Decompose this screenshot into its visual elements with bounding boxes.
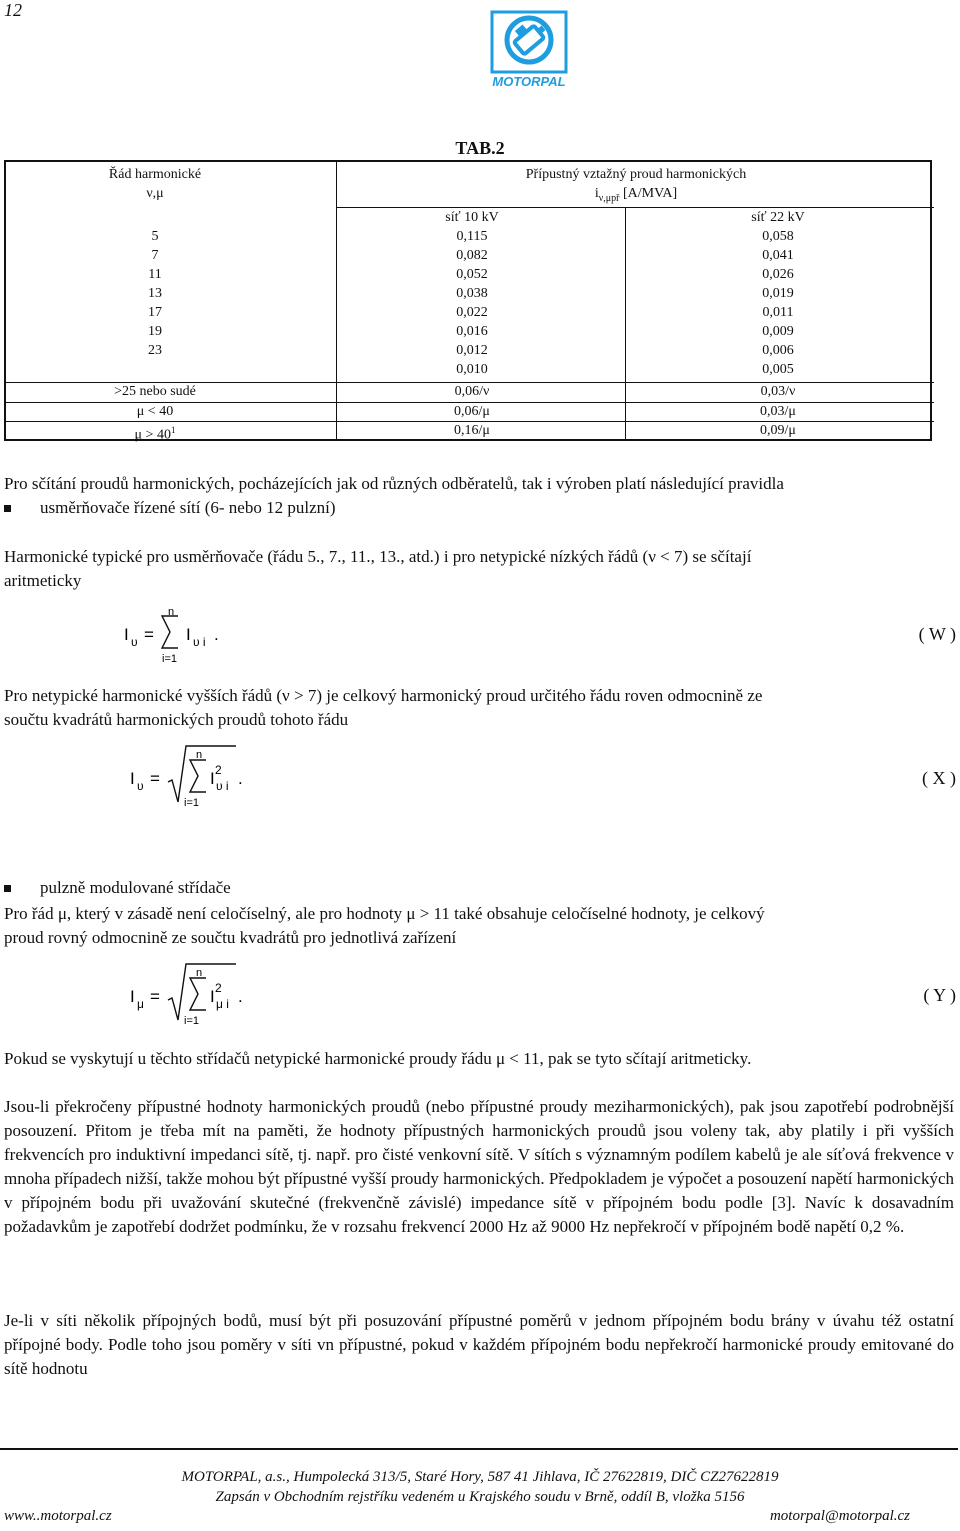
paragraph-mu-line1: Pro řád μ, který v zásadě není celočíselný, ale pro hodnoty μ > 11 také obsahuje celočíselné hodnoty, je celkový (4, 904, 765, 923)
bullet-rectifiers: usměrňovače řízené sítí (6- nebo 12 pulzní) (40, 498, 336, 517)
row-10kv: 0,115 (456, 229, 488, 244)
row-22kv: 0,006 (762, 343, 794, 358)
logo-text: MOTORPAL (492, 74, 566, 89)
row-order: 7 (151, 248, 159, 263)
svg-text:n: n (168, 606, 175, 618)
svg-text:υ: υ (131, 635, 138, 649)
formula-w-graphic (118, 606, 378, 668)
header-current-unit: $i_{\nu,\mu př}$ [A/MVA] (594, 186, 678, 204)
svg-text:I: I (210, 769, 215, 788)
bullet-marker (4, 505, 11, 512)
svg-text:=: = (150, 769, 160, 788)
row-22kv: 0,026 (762, 267, 794, 282)
svg-text:I: I (186, 625, 191, 644)
paragraph-multiple-points: Je-li v síti několik přípojných bodů, musí být při posuzování přípustné poměrů v jednom přípojném bodu brány v úvahu též ostatní přípojné body. Podle toho jsou poměry v síti vn přípustné, pokud v každém přípojném bodu nepřekročí harmonické proudy emitované do sítě hodnotu (4, 1311, 954, 1378)
header-22kv: síť 22 kV (751, 210, 805, 225)
row-10kv: 0,038 (456, 286, 488, 301)
row-10kv: 0,052 (456, 267, 488, 282)
svg-text:υ: υ (137, 779, 144, 793)
formula-x-graphic (124, 742, 384, 812)
table-title: TAB.2 (455, 138, 505, 158)
formula-y-graphic (124, 960, 384, 1030)
svg-text:μ i: μ i (216, 997, 229, 1011)
svg-text:I: I (210, 987, 215, 1006)
row-22kv: 0,005 (762, 362, 794, 377)
row-even-10kv: 0,06/ν (454, 384, 490, 399)
paragraph-mu-line2: proud rovný odmocnině ze součtu kvadrátů pro jednotlivá zařízení (4, 928, 457, 947)
svg-text:υ i: υ i (216, 779, 229, 793)
row-order: 11 (148, 267, 162, 282)
row-order: 17 (148, 305, 162, 320)
row-even-22kv: 0,03/ν (760, 384, 796, 399)
svg-text:.: . (238, 769, 243, 788)
svg-text:υ i: υ i (193, 635, 206, 649)
header-current-label: Přípustný vztažný proud harmonických (525, 167, 747, 182)
svg-text:.: . (214, 625, 219, 644)
motorpal-logo-icon (490, 10, 568, 74)
footer-divider (0, 1448, 958, 1450)
row-order: 23 (148, 343, 162, 358)
svg-text:=: = (144, 625, 154, 644)
formula-y-label: ( Y ) (923, 985, 956, 1005)
bullet-marker (4, 885, 11, 892)
svg-text:I: I (130, 769, 135, 788)
paragraph-inverters-arithmetic: Pokud se vyskytují u těchto střídačů netypické harmonické proudy řádu μ < 11, pak se tyto sčítají aritmeticky. (4, 1049, 752, 1068)
paragraph-atypical-line2: součtu kvadrátů harmonických proudů tohoto řádu (4, 710, 349, 729)
svg-text:2: 2 (215, 763, 222, 777)
row-mu-lt-22kv: 0,03/μ (760, 404, 796, 419)
company-logo (490, 10, 568, 92)
footer-website-link[interactable]: www..motorpal.cz (4, 1508, 112, 1524)
svg-text:=: = (150, 987, 160, 1006)
paragraph-atypical-line1: Pro netypické harmonické vyšších řádů (ν > 7) je celkový harmonický proud určitého řádu roven odmocnině ze (4, 686, 763, 705)
svg-text:n: n (196, 749, 203, 761)
footer-registration: Zapsán v Obchodním rejstříku vedeném u Krajského soudu v Brně, oddíl B, vložka 5156 (215, 1489, 745, 1505)
svg-text:i=1: i=1 (162, 653, 177, 665)
row-22kv: 0,009 (762, 324, 794, 339)
footer-company-address: MOTORPAL, a.s., Humpolecká 313/5, Staré Hory, 587 41 Jihlava, IČ 27622819, DIČ CZ27622819 (181, 1469, 779, 1485)
svg-text:I: I (130, 987, 135, 1006)
row-10kv: 0,022 (456, 305, 488, 320)
svg-text:μ: μ (137, 997, 144, 1011)
svg-text:n: n (196, 967, 203, 979)
page-number: 12 (4, 0, 22, 20)
row-10kv: 0,012 (456, 343, 488, 358)
row-22kv: 0,019 (762, 286, 794, 301)
formula-w-label: ( W ) (918, 624, 956, 644)
svg-text:.: . (238, 987, 243, 1006)
row-order: 19 (148, 324, 162, 339)
row-even-order: >25 nebo sudé (114, 384, 196, 399)
row-10kv: 0,016 (456, 324, 488, 339)
paragraph-exceeded-limits: Jsou-li překročeny přípustné hodnoty harmonických proudů (nebo přípustné proudy meziharmonických), pak jsou zapotřebí podrobnější posouzení. Přitom je třeba mít na paměti, že hodnoty přípustných harmonických proudů jsou voleny tak, aby platily i při vyšších frekvencích pro induktivní impedanci sítě, tj. např. pro čisté venkovní sítě. V sítích s významným podílem kabelů je ale síťová frekvence v mnoha případech nižší, takže mohou být přípustné vyšší proudy harmonických. Předpokladem je výpočet a posouzení napětí harmonických v přípojném bodu při uvažování skutečné (frekvenčně závislé) impedance sítě v přípojném bodu podle [3]. Navíc k dosavadním požadavkům je zapotřebí dodržet podmínku, že v rozsahu frekvencí 2000 Hz až 9000 Hz nepřekročí v přípojném bodě napětí 0,2 %. (4, 1097, 954, 1236)
paragraph-typical-line1: Harmonické typické pro usměrňovače (řádu 5., 7., 11., 13., atd.) i pro netypické nízkých řádů (ν < 7) se sčítají (4, 547, 752, 566)
svg-text:i=1: i=1 (184, 797, 199, 809)
header-order-symbol: ν,μ (146, 186, 164, 201)
svg-text:I: I (124, 625, 129, 644)
footer-email-link[interactable]: motorpal@motorpal.cz (769, 1508, 910, 1524)
row-22kv: 0,041 (762, 248, 794, 263)
row-order: 13 (148, 286, 162, 301)
row-10kv: 0,010 (456, 362, 488, 377)
svg-text:i=1: i=1 (184, 1015, 199, 1027)
paragraph-typical-line2: aritmeticky (4, 571, 82, 590)
row-mu-gt-22kv: 0,09/μ (760, 423, 796, 438)
row-mu-lt-10kv: 0,06/μ (454, 404, 490, 419)
paragraph-summing-rules: Pro sčítání proudů harmonických, pocházejících jak od různých odběratelů, tak i výroben platí následující pravidla (4, 474, 784, 493)
row-mu-gt-order: $\mu > 40^1$ (134, 425, 176, 443)
svg-text:2: 2 (215, 981, 222, 995)
bullet-pwm-inverters: pulzně modulované střídače (40, 878, 231, 897)
row-22kv: 0,058 (762, 229, 794, 244)
row-22kv: 0,011 (762, 305, 794, 320)
row-10kv: 0,082 (456, 248, 488, 263)
header-10kv: síť 10 kV (445, 210, 499, 225)
row-mu-gt-10kv: 0,16/μ (454, 423, 490, 438)
header-order-label: Řád harmonické (108, 167, 202, 182)
row-mu-lt-order: μ < 40 (136, 404, 174, 419)
formula-x-label: ( X ) (922, 768, 956, 788)
harmonics-table (4, 160, 932, 441)
row-order: 5 (151, 229, 159, 244)
